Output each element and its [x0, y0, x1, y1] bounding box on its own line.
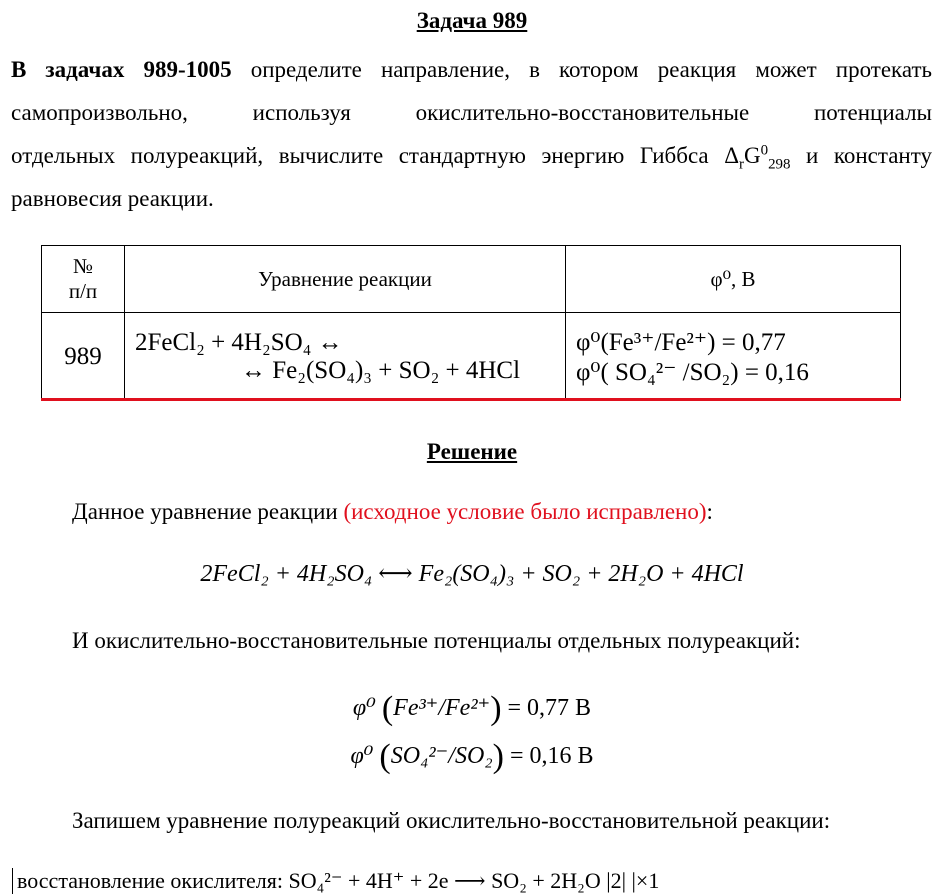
- intro-line-3-start: отдельных полуреакций, вычислите стандартную энергию Гиббса Δ: [11, 143, 739, 168]
- close-paren-2: ): [492, 738, 504, 775]
- row-equation: [125, 313, 566, 401]
- gibbs-symbol: G: [743, 143, 761, 168]
- potential-equation-1: [0, 690, 944, 728]
- header-number: [42, 246, 125, 313]
- potential-couple-1: Fe³⁺/Fe²⁺: [393, 695, 491, 721]
- potential-value-2: = 0,16 В: [509, 743, 594, 769]
- potential-equation-2: [0, 738, 944, 776]
- header-potential: φ⁰, В: [566, 246, 901, 313]
- potential-couple-2: SO₄²⁻/SO₂: [390, 743, 493, 769]
- phi-symbol-2: φ⁰: [350, 743, 374, 769]
- task-intro: [11, 48, 932, 220]
- open-paren-2: (: [379, 738, 391, 775]
- paragraph-potentials: И окислительно-восстановительные потенциалы отдельных полуреакций:: [72, 628, 801, 653]
- potential-value-1: = 0,77 В: [507, 695, 592, 721]
- solution-title: Решение: [426, 439, 518, 464]
- red-divider: [41, 398, 901, 401]
- header-number-abbr: п/п: [68, 279, 98, 303]
- intro-bold-lead: В задачах 989-1005: [11, 57, 232, 82]
- paragraph-half-reactions: Запишем уравнение полуреакций окислительно-восстановительной реакции:: [72, 808, 831, 833]
- paragraph-reaction-colon: :: [706, 499, 713, 524]
- task-table: [41, 245, 901, 401]
- gibbs-superscript: 0: [760, 142, 769, 159]
- delta-subscript: r: [738, 156, 744, 173]
- table-header-row: [42, 246, 901, 313]
- table-row: [42, 313, 901, 401]
- open-paren-1: (: [381, 690, 394, 727]
- intro-line-2: самопроизвольно, используя окислительно-восстановительные потенциалы: [11, 100, 932, 125]
- header-number-sign: №: [72, 254, 94, 278]
- intro-line-4: равновесия реакции.: [11, 186, 214, 211]
- paragraph-reaction-text: Данное уравнение реакции: [72, 499, 344, 524]
- intro-line-1-text: определите направление, в котором реакция может протекать: [250, 57, 933, 82]
- correction-note: (исходное условие было исправлено): [343, 499, 707, 524]
- intro-line-3-end: и константу: [790, 143, 932, 168]
- close-paren-1: ): [490, 690, 502, 727]
- main-equation: 2FeCl₂ + 4H₂SO₄ ⟷ Fe₂(SO₄)₃ + SO₂ + 2H₂O + 4HCl: [200, 561, 744, 587]
- gibbs-subscript: 298: [768, 156, 791, 173]
- page-title: Задача 989: [416, 8, 528, 33]
- intro-line-3: [11, 134, 932, 177]
- row-potential-1: φ⁰(Fe³⁺/Fe²⁺) = 0,77: [576, 328, 786, 356]
- header-equation: Уравнение реакции: [125, 246, 566, 313]
- half-reaction-reduction: восстановление окислителя: SO₄²⁻ + 4H⁺ + 2e ⟶ SO₂ + 2H₂O |2| |×1: [12, 868, 659, 894]
- row-potential-2: φ⁰( SO₄²⁻ /SO₂) = 0,16: [576, 358, 809, 386]
- row-number: 989: [42, 313, 125, 401]
- phi-symbol-1: φ⁰: [352, 695, 376, 721]
- paragraph-reaction: [72, 499, 713, 525]
- row-potentials: [566, 313, 901, 401]
- intro-line-1: [11, 48, 932, 91]
- row-equation-line-1: 2FeCl₂ + 4H₂SO₄ ↔: [135, 328, 343, 356]
- row-equation-line-2: ↔ Fe₂(SO₄)₃ + SO₂ + 4HCl: [241, 356, 521, 384]
